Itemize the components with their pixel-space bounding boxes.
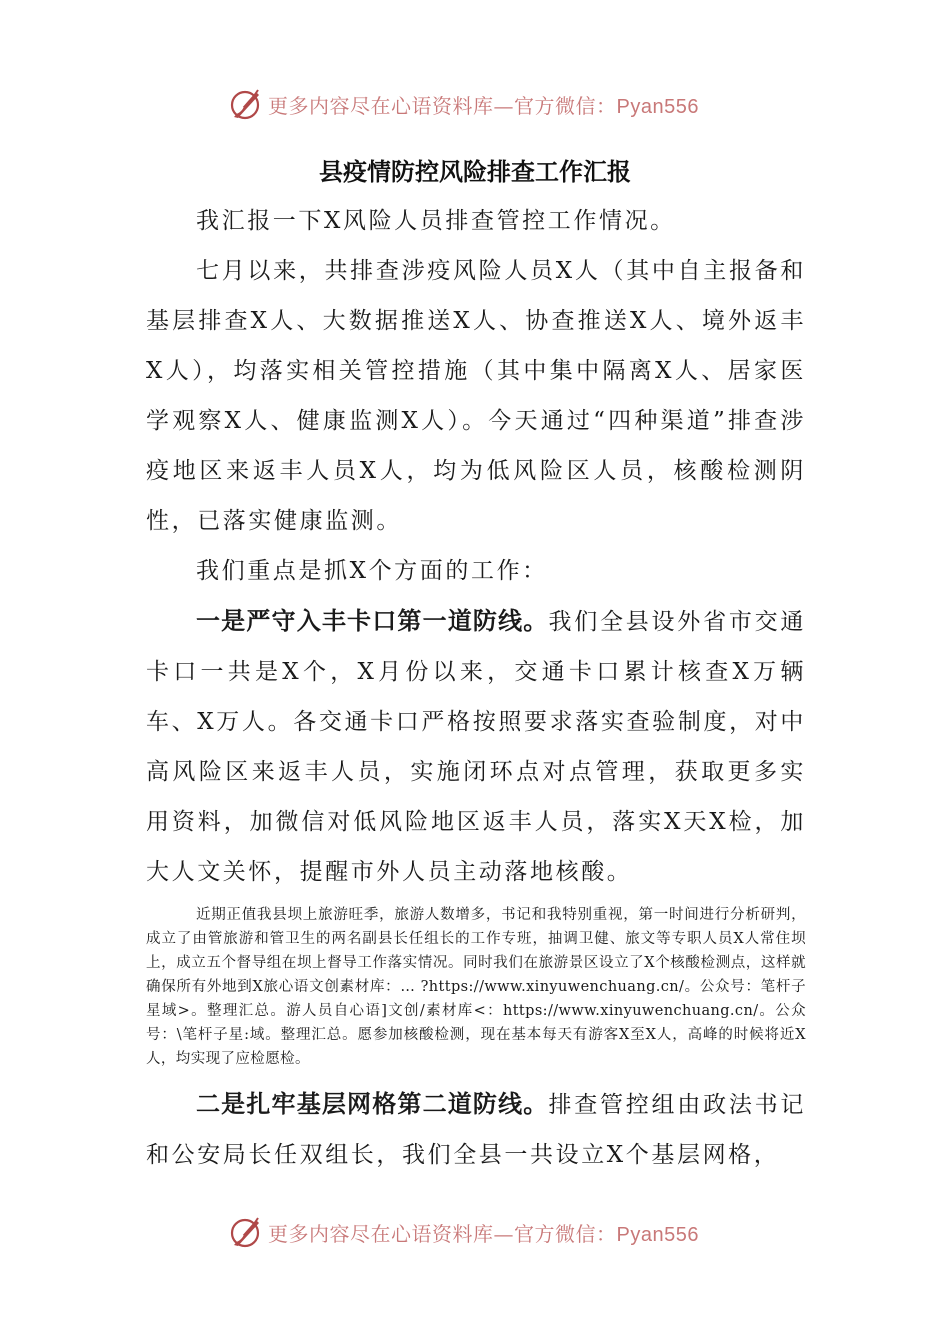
first-defense-text: 我们全县设外省市交通卡口一共是X个，X月份以来，交通卡口累计核查X万辆车、X万人。各交通卡口严格按照要求落实查验制度，对中高风险区来返丰人员，实施闭环点对点管理，获取更多实用资料，加微信对低风险地区返丰人员，落实X天X检，加大人文关怀，提醒市外人员主动落地核酸。 (146, 609, 807, 885)
document-title: 县疫情防控风险排查工作汇报 (319, 158, 631, 186)
paragraph-overview: 七月以来，共排查涉疫风险人员X人（其中自主报备和基层排查X人、大数据推送X人、协查推送X人、境外返丰X人），均落实相关管控措施（其中集中隔离X人、居家医学观察X人、健康监测X人）。今天通过“四种渠道”排查涉疫地区来返丰人员X人，均为低风险区人员，核酸检测阴性，已落实健康监测。 (146, 258, 806, 534)
heading-first-defense: 一是严守入丰卡口第一道防线。 (196, 607, 549, 635)
watermark-banner-top (228, 84, 699, 124)
quill-logo-icon (228, 1214, 264, 1250)
watermark-text: 更多内容尽在心语资料库—官方微信：Pyan556 (268, 93, 699, 118)
heading-second-defense: 二是扎牢基层网格第二道防线。 (196, 1090, 549, 1118)
watermark-text: 更多内容尽在心语资料库—官方微信：Pyan556 (268, 1221, 699, 1246)
document-body (146, 196, 806, 1180)
paragraph-tourism-note: 近期正值我县坝上旅游旺季，旅游人数增多，书记和我特别重视，第一时间进行分析研判，成立了由管旅游和管卫生的两名副县长任组长的工作专班，抽调卫健、旅文等专职人员X人常住坝上，成立五个督导组在坝上督导工作落实情况。同时我们在旅游景区设立了X个核酸检测点，这样就确保所有外地到X旅心语文创素材库：… ?https://www.xinyuwenchuang.cn/。公众号：笔杆子星域>。整理汇总。游人员自心语]文创/素材库<：https://www.xinyuwenchuang.cn/。公众号：\笔杆子星:域。整理汇总。愿参加核酸检测，现在基本每天有游客X至X人，高峰的时候将近X人，均实现了应检愿检。 (146, 907, 806, 1067)
paragraph-focus: 我们重点是抓X个方面的工作： (196, 558, 548, 584)
quill-logo-icon (228, 86, 264, 122)
watermark-banner-bottom (228, 1212, 699, 1252)
paragraph-second-defense (146, 1079, 806, 1180)
paragraph-first-defense (146, 596, 806, 897)
paragraph-intro: 我汇报一下X风险人员排查管控工作情况。 (196, 208, 676, 234)
second-defense-text: 排查管控组由政法书记和公安局长任双组长，我们全县一共设立X个基层网格， (146, 1092, 807, 1168)
